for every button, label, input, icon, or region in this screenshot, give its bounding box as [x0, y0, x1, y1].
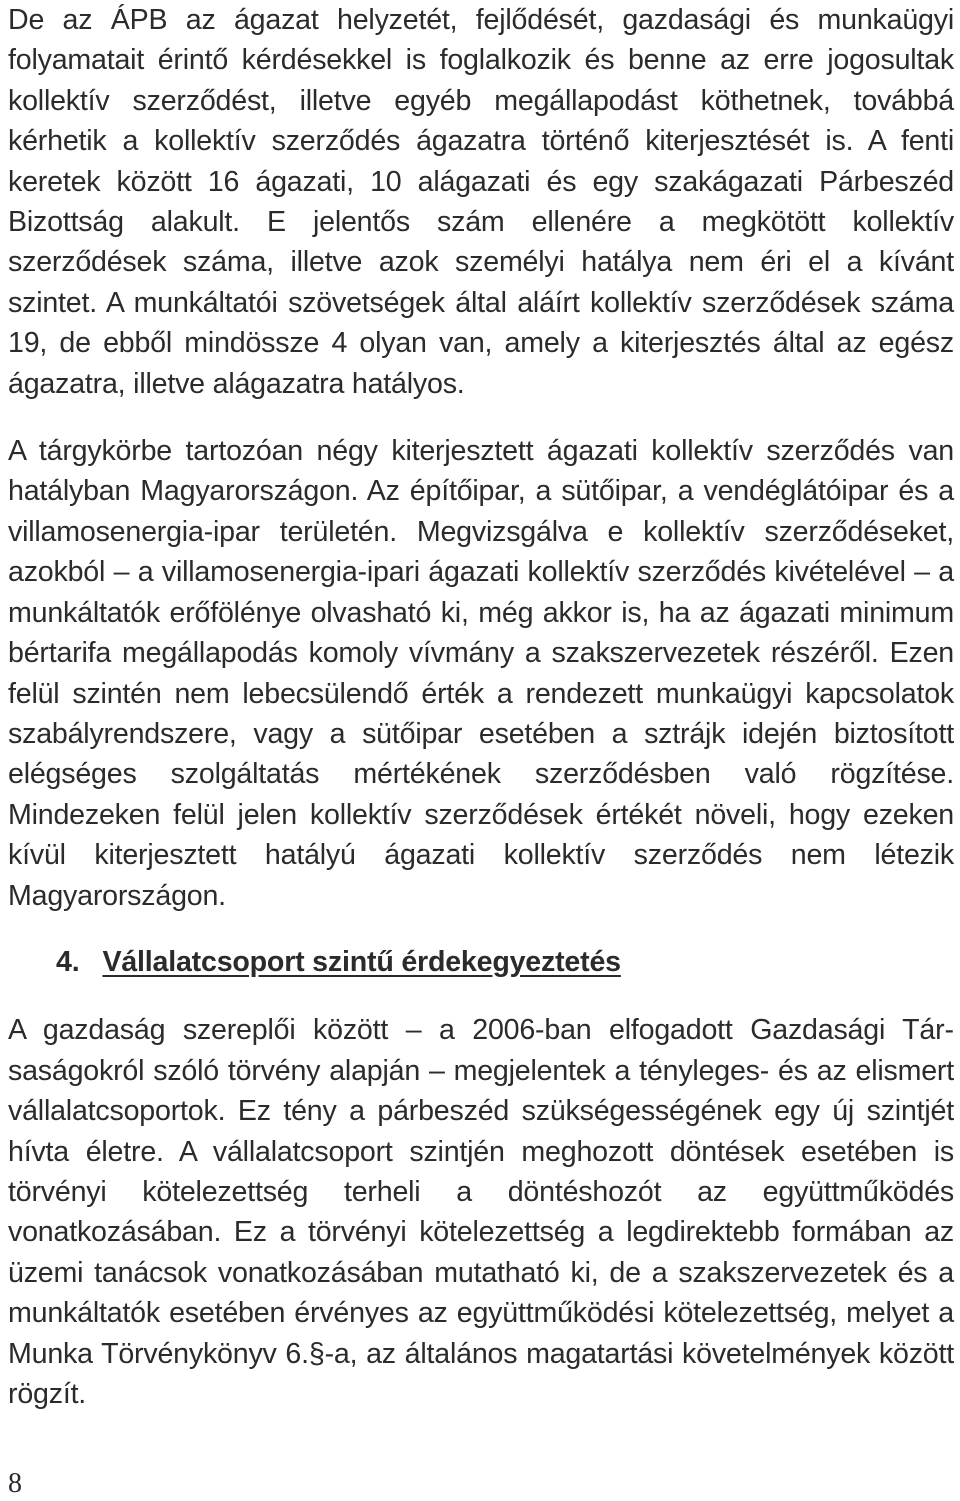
paragraph-1: De az ÁPB az ágazat helyzetét, fejlődését, gazdasági és munkaügyi folyamatait érintő kérdésekkel is foglalkozik és benne az erre jogosultak kollektív szerződést, illetve egyéb megállapodást köthetnek, továbbá kérhetik a kollektív szerződés ágazatra történő kiterjesztését is. A fenti keretek között 16 ágazati, 10 alágazati és egy szakágazati Párbeszéd Bizottság alakult. E jelentős szám ellenére a megkötött kollektív szerződések száma, illetve azok személyi hatálya nem éri el a kívánt szintet. A munkáltatói szövetségek által aláírt kollektív szerződések száma 19, de ebből mindössze 4 olyan van, amely a kiterjesztés által az egész ágazatra, illetve alágazatra hatályos. [8, 4, 954, 400]
page-number: 8 [8, 1468, 22, 1499]
document-page [8, 0, 954, 1414]
section-number: 4. [56, 945, 80, 978]
paragraph-3: A gazdaság szereplői között – a 2006-ban elfogadott Gazdasági Társaságokról szóló törvény alapján – megjelentek a tényleges- és az elismert vállalatcsoportok. Ez tény a párbeszéd szükségességének egy új szintjét hívta életre. A vállalatcsoport szintjén meghozott döntések esetében is törvényi kötelezettség terheli a döntéshozót az együttműködés vonatkozásában. Ez a törvényi kötelezettség a legdirektebb formában az üzemi tanácsok vonatkozásában mutatható ki, de a szakszervezetek és a munkáltatók esetében érvényes az együttműködési kötelezettség, melyet a Munka Törvénykönyv 6.§-a, az általános magatartási követelmények között rögzít. [8, 1014, 954, 1410]
paragraph-2: A tárgykörbe tartozóan négy kiterjesztett ágazati kollektív szerződés van hatályban Magyarországon. Az építőipar, a sütőipar, a vendéglátóipar és a villamosenergia-ipar területén. Megvizsgálva e kollektív szerződéseket, azokból – a villamosenergia-ipari ágazati kollektív szerződés kivételével – a munkáltatók erőfölénye olvasható ki, még akkor is, ha az ágazati minimum bértarifa megállapodás komoly vívmány a szakszervezetek részéről. Ezen felül szintén nem lebecsülendő érték a rendezett munkaügyi kapcsolatok szabályrendszere, vagy a sütőipar esetében a sztrájk idején biztosított elégséges szolgáltatás mértékének szerződésben való rögzítése. Mindezeken felül jelen kollektív szerződések értékét növeli, hogy ezeken kívül kiterjesztett hatályú ágazati kollektív szerződés nem létezik Magyarországon. [8, 435, 954, 912]
section-heading [56, 942, 954, 982]
section-title: Vállalatcsoport szintű érdekegyeztetés [102, 945, 621, 978]
